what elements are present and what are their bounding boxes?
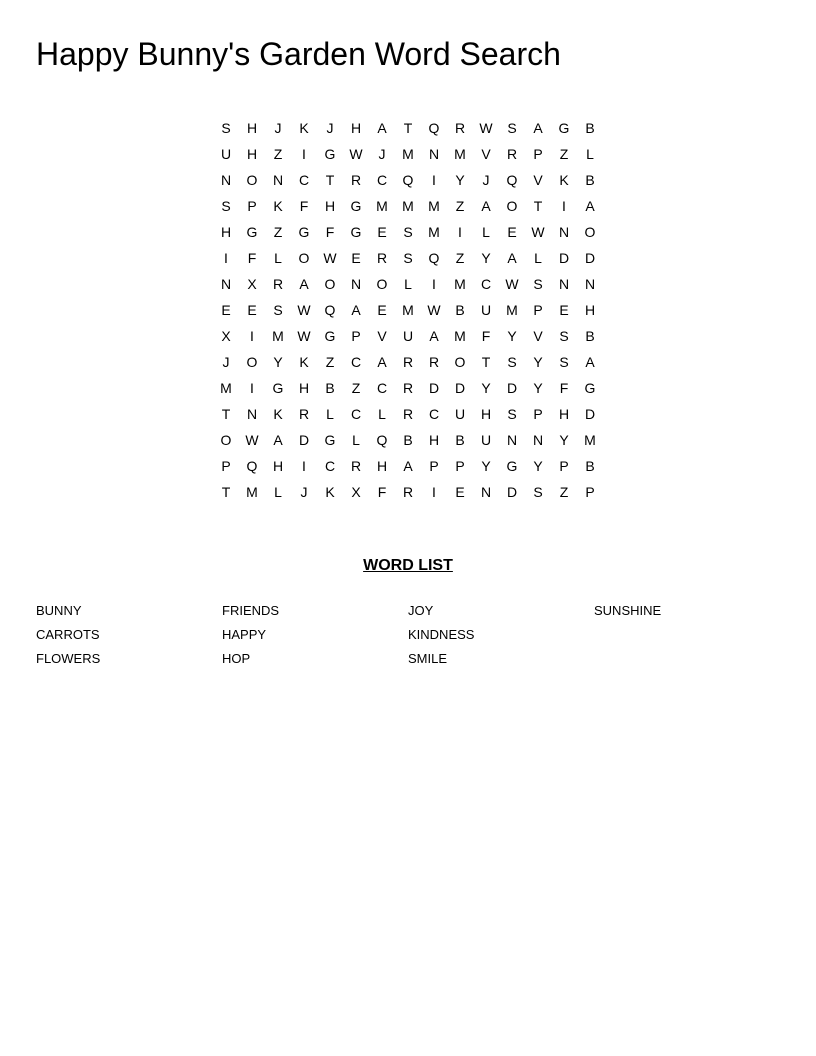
grid-letter: G bbox=[506, 458, 518, 474]
grid-letter: N bbox=[428, 146, 440, 162]
grid-letter: R bbox=[298, 406, 310, 422]
grid-letter: Y bbox=[481, 458, 491, 474]
grid-letter: P bbox=[559, 458, 569, 474]
grid-letter: U bbox=[220, 146, 232, 162]
grid-letter: Y bbox=[533, 380, 543, 396]
grid-letter: I bbox=[432, 484, 436, 500]
grid-letter: I bbox=[458, 224, 462, 240]
grid-letter: R bbox=[402, 484, 414, 500]
grid-letter: C bbox=[376, 380, 388, 396]
grid-letter: P bbox=[247, 198, 257, 214]
grid-letter: M bbox=[402, 302, 414, 318]
grid-letter: D bbox=[506, 484, 518, 500]
grid-letter: W bbox=[245, 432, 259, 448]
grid-letter: W bbox=[505, 276, 519, 292]
grid-letter: G bbox=[246, 224, 258, 240]
grid-letter: Q bbox=[506, 172, 518, 188]
grid-letter: N bbox=[558, 276, 570, 292]
grid-letter: D bbox=[298, 432, 310, 448]
grid-letter: U bbox=[480, 432, 492, 448]
grid-letter: O bbox=[506, 198, 518, 214]
grid-letter: G bbox=[324, 432, 336, 448]
grid-letter: N bbox=[220, 276, 232, 292]
word-list-item: SMILE bbox=[408, 651, 448, 666]
grid-letter: S bbox=[221, 120, 231, 136]
grid-letter: G bbox=[324, 146, 336, 162]
grid-letter: R bbox=[506, 146, 518, 162]
word-list-item: SUNSHINE bbox=[594, 603, 662, 618]
grid-letter: F bbox=[247, 250, 257, 266]
grid-letter: H bbox=[350, 120, 362, 136]
word-list bbox=[36, 599, 780, 671]
grid-letter: W bbox=[479, 120, 493, 136]
grid-letter: A bbox=[299, 276, 309, 292]
grid-letter: N bbox=[584, 276, 596, 292]
grid-letter: R bbox=[402, 380, 414, 396]
grid-letter: H bbox=[376, 458, 388, 474]
grid-letter: A bbox=[585, 354, 595, 370]
grid-letter: B bbox=[403, 432, 413, 448]
grid-letter: F bbox=[325, 224, 335, 240]
grid-letter: O bbox=[220, 432, 232, 448]
grid-letter: T bbox=[325, 172, 335, 188]
grid-letter: M bbox=[220, 380, 232, 396]
grid-letter: S bbox=[507, 406, 517, 422]
grid-letter: H bbox=[246, 120, 258, 136]
letter-grid bbox=[213, 115, 603, 505]
grid-letter: E bbox=[247, 302, 257, 318]
grid-letter: B bbox=[585, 458, 595, 474]
grid-letter: R bbox=[350, 458, 362, 474]
grid-letter: L bbox=[482, 224, 490, 240]
grid-letter: A bbox=[481, 198, 491, 214]
grid-letter: M bbox=[402, 146, 414, 162]
grid-letter: S bbox=[533, 276, 543, 292]
grid-letter: H bbox=[428, 432, 440, 448]
grid-letter: W bbox=[297, 302, 311, 318]
grid-letter: N bbox=[246, 406, 258, 422]
grid-letter: Y bbox=[533, 354, 543, 370]
grid-letter: Z bbox=[351, 380, 361, 396]
grid-letter: H bbox=[220, 224, 232, 240]
grid-letter: D bbox=[428, 380, 440, 396]
grid-letter: I bbox=[432, 172, 436, 188]
grid-letter: O bbox=[454, 354, 466, 370]
grid-letter: Q bbox=[428, 120, 440, 136]
grid-letter: O bbox=[246, 354, 258, 370]
grid-letter: D bbox=[454, 380, 466, 396]
grid-letter: T bbox=[403, 120, 413, 136]
grid-letter: O bbox=[324, 276, 336, 292]
grid-letter: T bbox=[221, 484, 231, 500]
word-list-item: CARROTS bbox=[36, 627, 100, 642]
grid-letter: I bbox=[224, 250, 228, 266]
grid-letter: X bbox=[221, 328, 231, 344]
grid-letter: D bbox=[584, 406, 596, 422]
grid-letter: O bbox=[298, 250, 310, 266]
grid-letter: Y bbox=[455, 172, 465, 188]
word-list-item: KINDNESS bbox=[408, 627, 475, 642]
grid-letter: M bbox=[454, 146, 466, 162]
grid-letter: S bbox=[533, 484, 543, 500]
grid-letter: P bbox=[351, 328, 361, 344]
word-list-item: FLOWERS bbox=[36, 651, 101, 666]
grid-letter: V bbox=[481, 146, 491, 162]
grid-letter: S bbox=[559, 354, 569, 370]
grid-letter: G bbox=[584, 380, 596, 396]
grid-letter: M bbox=[584, 432, 596, 448]
grid-letter: A bbox=[507, 250, 517, 266]
grid-letter: F bbox=[481, 328, 491, 344]
grid-letter: S bbox=[403, 250, 413, 266]
grid-letter: E bbox=[221, 302, 231, 318]
grid-letter: E bbox=[351, 250, 361, 266]
grid-letter: C bbox=[350, 406, 362, 422]
grid-letter: N bbox=[506, 432, 518, 448]
grid-letter: H bbox=[480, 406, 492, 422]
grid-letter: R bbox=[428, 354, 440, 370]
grid-letter: J bbox=[274, 120, 282, 136]
grid-letter: C bbox=[428, 406, 440, 422]
grid-letter: R bbox=[272, 276, 284, 292]
grid-letter: K bbox=[325, 484, 335, 500]
grid-letter: C bbox=[376, 172, 388, 188]
grid-letter: J bbox=[378, 146, 386, 162]
grid-letter: Y bbox=[481, 380, 491, 396]
grid-letter: G bbox=[350, 198, 362, 214]
grid-letter: I bbox=[302, 458, 306, 474]
grid-letter: T bbox=[221, 406, 231, 422]
grid-letter: K bbox=[273, 198, 283, 214]
grid-letter: Y bbox=[273, 354, 283, 370]
grid-letter: Z bbox=[273, 146, 283, 162]
grid-letter: J bbox=[300, 484, 308, 500]
grid-letter: W bbox=[323, 250, 337, 266]
grid-letter: M bbox=[246, 484, 258, 500]
grid-letter: S bbox=[273, 302, 283, 318]
grid-letter: F bbox=[299, 198, 309, 214]
grid-letter: C bbox=[480, 276, 492, 292]
grid-letter: W bbox=[427, 302, 441, 318]
grid-letter: G bbox=[324, 328, 336, 344]
grid-letter: N bbox=[220, 172, 232, 188]
grid-letter: U bbox=[402, 328, 414, 344]
grid-letter: B bbox=[585, 328, 595, 344]
grid-letter: J bbox=[326, 120, 334, 136]
grid-letter: R bbox=[402, 354, 414, 370]
grid-letter: H bbox=[246, 146, 258, 162]
grid-letter: H bbox=[324, 198, 336, 214]
grid-letter: I bbox=[562, 198, 566, 214]
grid-letter: Z bbox=[559, 146, 569, 162]
grid-letter: B bbox=[325, 380, 335, 396]
word-list-heading: WORD LIST bbox=[363, 557, 453, 574]
grid-letter: R bbox=[454, 120, 466, 136]
grid-letter: A bbox=[377, 354, 387, 370]
grid-letter: I bbox=[250, 328, 254, 344]
grid-letter: L bbox=[378, 406, 386, 422]
grid-letter: W bbox=[349, 146, 363, 162]
grid-letter: S bbox=[507, 120, 517, 136]
grid-letter: D bbox=[584, 250, 596, 266]
grid-letter: M bbox=[272, 328, 284, 344]
grid-letter: N bbox=[558, 224, 570, 240]
grid-letter: M bbox=[428, 198, 440, 214]
word-list-item: HOP bbox=[222, 651, 251, 666]
grid-letter: V bbox=[377, 328, 387, 344]
grid-letter: E bbox=[507, 224, 517, 240]
grid-letter: L bbox=[274, 484, 282, 500]
grid-letter: M bbox=[454, 328, 466, 344]
grid-letter: R bbox=[350, 172, 362, 188]
word-list-item bbox=[594, 623, 780, 647]
grid-letter: U bbox=[454, 406, 466, 422]
grid-letter: D bbox=[558, 250, 570, 266]
grid-letter: E bbox=[559, 302, 569, 318]
grid-letter: N bbox=[350, 276, 362, 292]
grid-letter: F bbox=[377, 484, 387, 500]
grid-letter: Z bbox=[559, 484, 569, 500]
grid-letter: P bbox=[533, 302, 543, 318]
grid-letter: G bbox=[298, 224, 310, 240]
grid-letter: Z bbox=[273, 224, 283, 240]
grid-letter: S bbox=[403, 224, 413, 240]
page-title: Happy Bunny's Garden Word Search bbox=[36, 36, 561, 72]
word-list-item bbox=[594, 647, 780, 671]
grid-letter: G bbox=[350, 224, 362, 240]
grid-letter: N bbox=[532, 432, 544, 448]
grid-letter: O bbox=[584, 224, 596, 240]
grid-letter: E bbox=[455, 484, 465, 500]
grid-letter: A bbox=[403, 458, 413, 474]
grid-letter: X bbox=[351, 484, 361, 500]
grid-letter: K bbox=[273, 406, 283, 422]
grid-letter: C bbox=[298, 172, 310, 188]
grid-letter: R bbox=[402, 406, 414, 422]
grid-letter: C bbox=[324, 458, 336, 474]
grid-letter: I bbox=[250, 380, 254, 396]
grid-letter: A bbox=[377, 120, 387, 136]
grid-letter: W bbox=[531, 224, 545, 240]
grid-letter: H bbox=[272, 458, 284, 474]
grid-letter: S bbox=[221, 198, 231, 214]
grid-letter: J bbox=[222, 354, 230, 370]
grid-letter: H bbox=[298, 380, 310, 396]
grid-letter: Z bbox=[455, 250, 465, 266]
grid-letter: A bbox=[273, 432, 283, 448]
grid-letter: M bbox=[402, 198, 414, 214]
grid-letter: S bbox=[559, 328, 569, 344]
grid-letter: H bbox=[558, 406, 570, 422]
grid-letter: P bbox=[221, 458, 231, 474]
grid-letter: R bbox=[376, 250, 388, 266]
grid-letter: Y bbox=[533, 458, 543, 474]
grid-letter: D bbox=[506, 380, 518, 396]
grid-letter: P bbox=[429, 458, 439, 474]
grid-letter: L bbox=[352, 432, 360, 448]
grid-letter: F bbox=[559, 380, 569, 396]
grid-letter: U bbox=[480, 302, 492, 318]
grid-letter: L bbox=[534, 250, 542, 266]
grid-letter: A bbox=[585, 198, 595, 214]
grid-letter: B bbox=[455, 302, 465, 318]
word-list-item: HAPPY bbox=[222, 627, 267, 642]
grid-letter: B bbox=[585, 172, 595, 188]
grid-letter: L bbox=[404, 276, 412, 292]
grid-letter: I bbox=[432, 276, 436, 292]
grid-letter: N bbox=[480, 484, 492, 500]
grid-letter: I bbox=[302, 146, 306, 162]
grid-letter: Y bbox=[559, 432, 569, 448]
grid-letter: H bbox=[584, 302, 596, 318]
grid-letter: V bbox=[533, 172, 543, 188]
grid-letter: Q bbox=[402, 172, 414, 188]
grid-letter: P bbox=[455, 458, 465, 474]
word-list-item: FRIENDS bbox=[222, 603, 280, 618]
grid-letter: Y bbox=[507, 328, 517, 344]
grid-letter: W bbox=[297, 328, 311, 344]
grid-letter: B bbox=[585, 120, 595, 136]
grid-letter: Q bbox=[376, 432, 388, 448]
grid-letter: T bbox=[533, 198, 543, 214]
grid-letter: P bbox=[533, 406, 543, 422]
grid-letter: X bbox=[247, 276, 257, 292]
grid-letter: O bbox=[246, 172, 258, 188]
grid-letter: Q bbox=[428, 250, 440, 266]
grid-letter: E bbox=[377, 302, 387, 318]
grid-letter: K bbox=[299, 120, 309, 136]
grid-letter: Z bbox=[455, 198, 465, 214]
grid-letter: L bbox=[326, 406, 334, 422]
grid-letter: N bbox=[272, 172, 284, 188]
grid-letter: P bbox=[533, 146, 543, 162]
grid-letter: E bbox=[377, 224, 387, 240]
grid-letter: K bbox=[559, 172, 569, 188]
word-list-item: JOY bbox=[408, 603, 434, 618]
grid-letter: Q bbox=[246, 458, 258, 474]
grid-letter: L bbox=[274, 250, 282, 266]
grid-letter: B bbox=[455, 432, 465, 448]
grid-letter: J bbox=[482, 172, 490, 188]
grid-letter: M bbox=[506, 302, 518, 318]
grid-letter: A bbox=[533, 120, 543, 136]
grid-letter: M bbox=[454, 276, 466, 292]
grid-letter: P bbox=[585, 484, 595, 500]
grid-letter: A bbox=[429, 328, 439, 344]
grid-letter: A bbox=[351, 302, 361, 318]
grid-letter: Z bbox=[325, 354, 335, 370]
word-list-item: BUNNY bbox=[36, 603, 82, 618]
grid-letter: Q bbox=[324, 302, 336, 318]
grid-letter: G bbox=[272, 380, 284, 396]
grid-letter: Y bbox=[481, 250, 491, 266]
grid-letter: T bbox=[481, 354, 491, 370]
grid-letter: V bbox=[533, 328, 543, 344]
grid-letter: S bbox=[507, 354, 517, 370]
grid-letter: L bbox=[586, 146, 594, 162]
grid-letter: M bbox=[376, 198, 388, 214]
grid-letter: C bbox=[350, 354, 362, 370]
grid-letter: G bbox=[558, 120, 570, 136]
grid-letter: O bbox=[376, 276, 388, 292]
grid-letter: M bbox=[428, 224, 440, 240]
grid-letter: K bbox=[299, 354, 309, 370]
